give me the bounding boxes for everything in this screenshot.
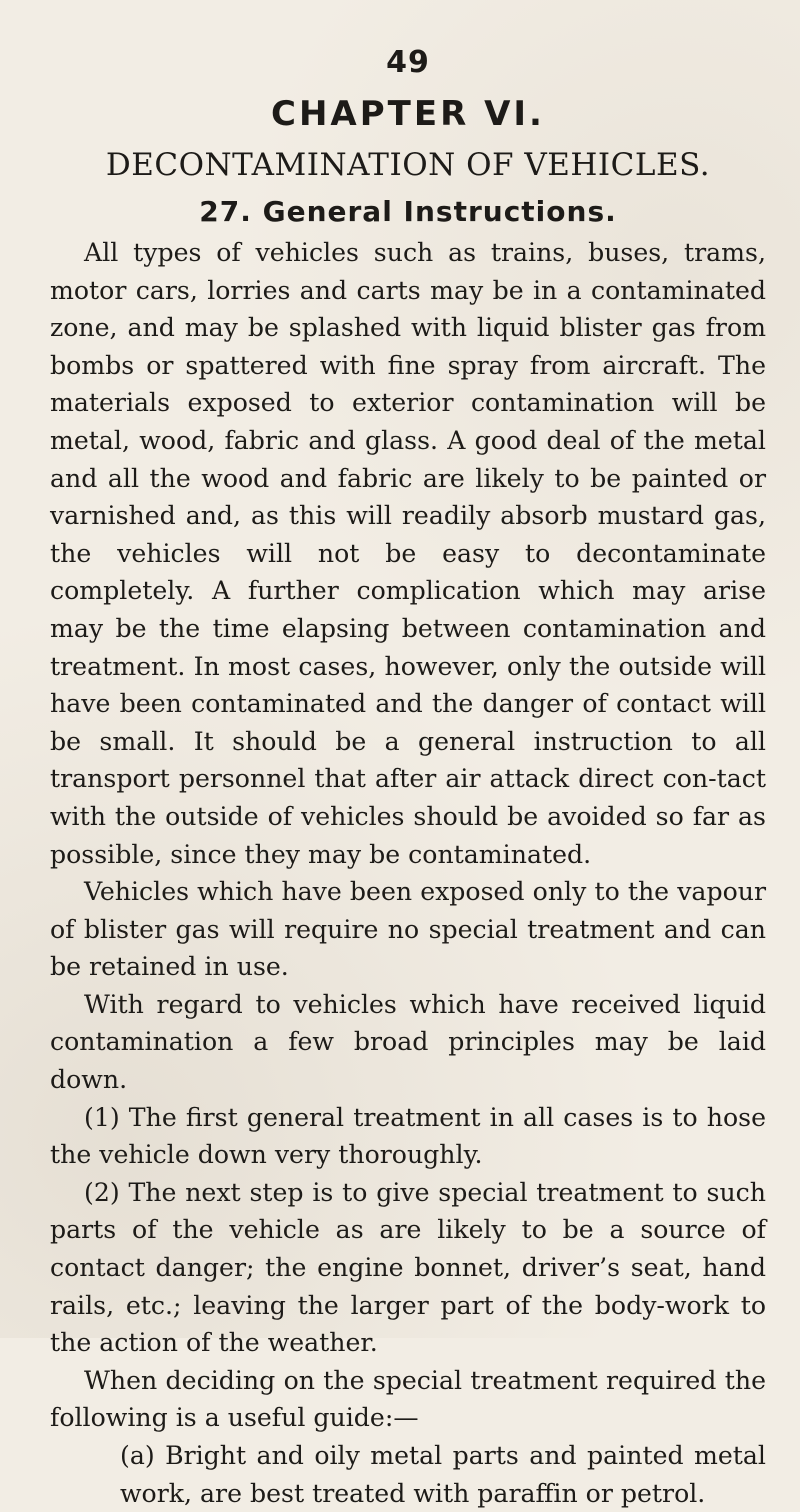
paragraph-guide: When deciding on the special treatment required the following is a useful guide:— — [50, 1365, 766, 1433]
section-heading: 27. General Instructions. — [199, 195, 617, 228]
paragraph-general: All types of vehicles such as trains, buses, trams, motor cars, lorries and carts may be in a contaminated zone, and may be splashed with liquid blister gas from bombs or spattered with fine spray from aircraft. The materials exposed to exterior contamination will be metal, wood, fabric and glass. A good deal of the metal and all the wood and fabric are likely to be painted or varnished and, as this will readily absorb mustard gas, the vehicles will not be easy to decontaminate completely. A further complication which may arise may be the time elapsing between contamination and treatment. In most cases, however, only the outside will have been contaminated and the danger of contact will be small. It should be a general instruction to all transport personnel that after air attack direct con-tact with the outside of vehicles should be avoided so far as possible, since they may be contaminated. — [50, 238, 766, 869]
chapter-title: DECONTAMINATION OF VEHICLES. — [105, 147, 711, 183]
page-number: 49 — [386, 45, 430, 80]
chapter-heading: CHAPTER VI. — [271, 94, 545, 134]
paragraph-vapour: Vehicles which have been exposed only to the vapour of blister gas will require no special treatment and can be retained in use. — [50, 877, 766, 982]
paragraph-step-2: (2) The next step is to give special treatment to such parts of the vehicle as are likely to be a source of contact danger; the engine bonnet, driver’s seat, hand rails, etc.; leaving the larger part of the body-work to the action of the weather. — [50, 1177, 766, 1358]
subparagraph-a: (a) Bright and oily metal parts and painted metal work, are best treated with paraffin or petrol. — [120, 1441, 766, 1508]
paragraph-step-1: (1) The first general treatment in all cases is to hose the vehicle down very thoroughly. — [50, 1102, 766, 1170]
paragraph-liquid: With regard to vehicles which have received liquid contamination a few broad principles may be laid down. — [50, 989, 766, 1095]
